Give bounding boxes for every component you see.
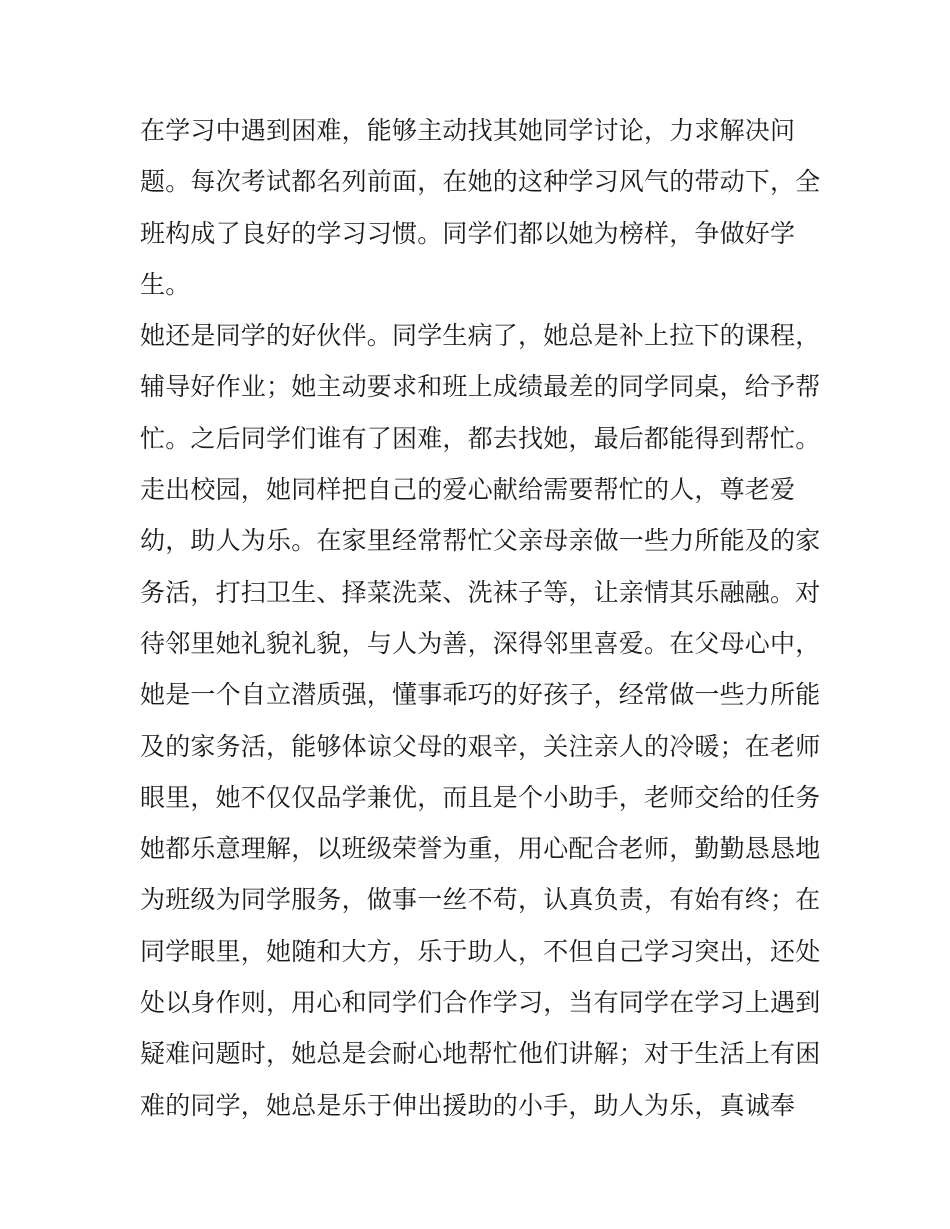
body-text: [140, 105, 820, 1131]
text-line: 忙。之后同学们谁有了困难，都去找她，最后都能得到帮忙。: [140, 423, 821, 453]
text-line: 眼里，她不仅仅品学兼优，而且是个小助手，老师交给的任务: [140, 782, 821, 812]
text-line: 辅导好作业；她主动要求和班上成绩最差的同学同桌，给予帮: [140, 372, 821, 402]
text-line: 生。: [140, 269, 191, 299]
text-line: 及的家务活，能够体谅父母的艰辛，关注亲人的冷暖；在老师: [140, 731, 821, 761]
text-line: 处以身作则，用心和同学们合作学习，当有同学在学习上遇到: [140, 988, 821, 1018]
text-line: 走出校园，她同样把自己的爱心献给需要帮忙的人，尊老爱: [140, 475, 796, 505]
text-line: 难的同学，她总是乐于伸出援助的小手，助人为乐，真诚奉: [140, 1090, 796, 1120]
text-line: 她还是同学的好伙伴。同学生病了，她总是补上拉下的课程，: [140, 321, 821, 351]
text-line: 务活，打扫卫生、择菜洗菜、洗袜子等，让亲情其乐融融。对: [140, 577, 821, 607]
text-line: 在学习中遇到困难，能够主动找其她同学讨论，力求解决问: [140, 116, 796, 145]
text-line: 疑难问题时，她总是会耐心地帮忙他们讲解；对于生活上有困: [140, 1039, 821, 1069]
text-line: 幼，助人为乐。在家里经常帮忙父亲母亲做一些力所能及的家: [140, 526, 821, 556]
text-line: 她都乐意理解，以班级荣誉为重，用心配合老师，勤勤恳恳地: [140, 834, 821, 864]
text-line: 题。每次考试都名列前面，在她的这种学习风气的带动下，全: [140, 167, 821, 197]
text-line: 同学眼里，她随和大方，乐于助人，不但自己学习突出，还处: [140, 936, 821, 966]
text-line: 为班级为同学服务，做事一丝不苟，认真负责，有始有终；在: [140, 885, 821, 915]
text-line: 她是一个自立潜质强，懂事乖巧的好孩子，经常做一些力所能: [140, 680, 821, 710]
text-line: 待邻里她礼貌礼貌，与人为善，深得邻里喜爱。在父母心中，: [140, 628, 821, 658]
text-line: 班构成了良好的学习习惯。同学们都以她为榜样，争做好学: [140, 218, 796, 248]
